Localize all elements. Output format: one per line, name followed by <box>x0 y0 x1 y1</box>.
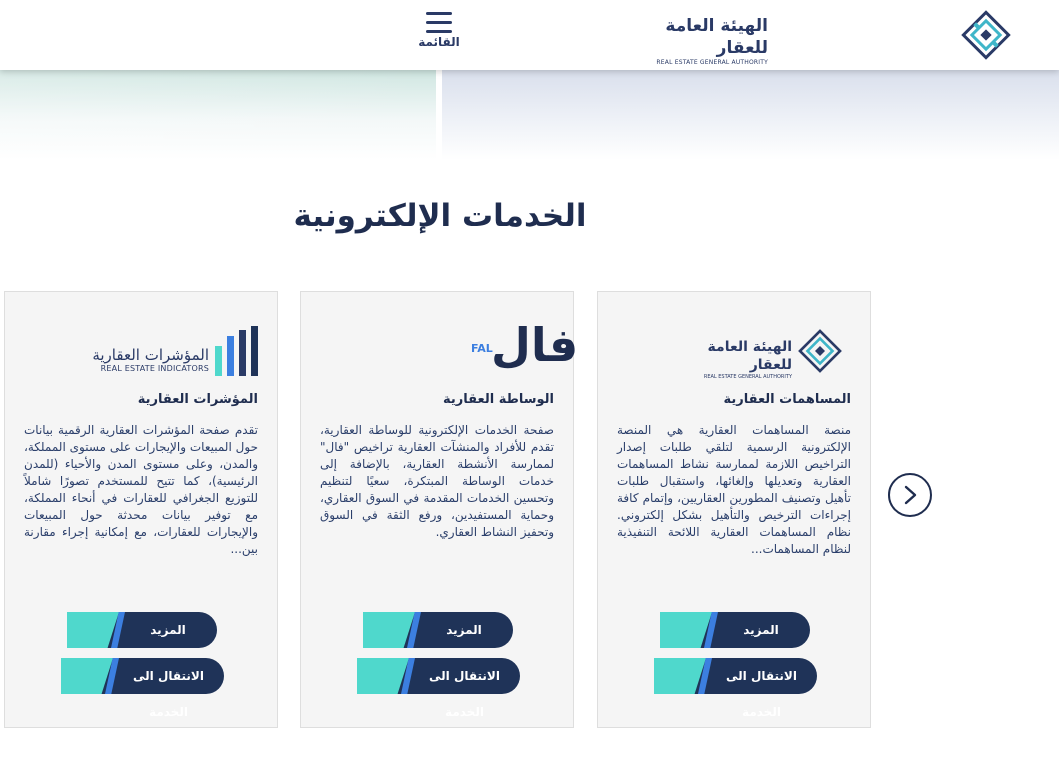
go-to-service-button[interactable] <box>61 658 224 719</box>
site-header <box>0 0 1059 70</box>
banner-image-right <box>442 70 1059 160</box>
carousel-next-button[interactable] <box>888 473 932 517</box>
rega-emblem-icon <box>960 9 1012 61</box>
card-logo-name-en: REAL ESTATE GENERAL AUTHORITY <box>703 374 792 380</box>
go-to-service-button[interactable] <box>654 658 817 719</box>
card-title: المؤشرات العقارية <box>137 392 258 407</box>
bar-chart-logo-icon <box>213 326 261 376</box>
more-button-label: المزيد <box>743 623 779 637</box>
banner-image-left <box>0 70 436 160</box>
go-to-service-label: الانتقال الى الخدمة <box>726 669 797 719</box>
card-logo-rega <box>676 328 846 378</box>
card-title: المساهمات العقارية <box>723 392 851 407</box>
section-title: الخدمات الإلكترونية <box>293 198 587 234</box>
service-card-contributions <box>597 291 871 728</box>
go-to-service-button[interactable] <box>357 658 520 719</box>
card-description: تقدم صفحة المؤشرات العقارية الرقمية بيانات حول المبيعات والإيجارات على مستوى المملكة، والمدن، وعلى مستوى المدن والأحياء (للمدن الرئيسية)، كما تتيح للمستخدم تصورًا شاملاً للتوزيع الجغرافي للعقارات في أنحاء المملكة، مع توفير بيانات محدثة حول المبيعات والإيجارات للعقارات، مع إمكانية إجراء مقارنة بين... <box>24 423 258 556</box>
more-button-label: المزيد <box>446 623 482 637</box>
card-description: صفحة الخدمات الإلكترونية للوساطة العقارية، تقدم للأفراد والمنشآت العقارية تراخيص "فال" لممارسة الأنشطة العقارية، بالإضافة إلى خدمات الوساطة المبتكرة، سعيًا لتنظيم وتحسين الخدمات المقدمة في السوق العقاري، وحماية المستفيدين، ورفع الثقة في السوق وتحفيز النشاط العقاري. <box>320 423 554 539</box>
card-logo-name-ar: الهيئة العامة للعقار <box>707 339 792 373</box>
menu-button[interactable] <box>412 10 466 60</box>
card-description: منصة المساهمات العقارية هي المنصة الإلكترونية الرسمية لتلقي طلبات إصدار التراخيص اللازمة لممارسة نشاط المساهمات العقارية وتعديلها وإلغائها، واستقبال طلبات تأهيل وتصنيف المطورين العقاريين، وإتمام كافة إجراءات الترخيص والتأهيل بشكل إلكتروني. نظام المساهمات العقارية اللائحة التنفيذية لنظام المساهمات... <box>617 423 851 556</box>
more-button-label: المزيد <box>150 623 186 637</box>
card-title: الوساطة العقارية <box>443 392 554 407</box>
go-to-service-label: الانتقال الى الخدمة <box>133 669 204 719</box>
fal-logo-ar: فال <box>491 318 579 372</box>
chevron-right-icon <box>900 485 920 505</box>
logo-name-en: REAL ESTATE GENERAL AUTHORITY <box>656 59 768 66</box>
hamburger-icon <box>426 12 452 33</box>
more-button[interactable] <box>363 612 513 648</box>
card-logo-indicators <box>91 326 261 382</box>
rega-emblem-icon <box>797 328 843 374</box>
logo-name-ar: الهيئة العامة للعقار <box>665 16 768 58</box>
service-card-brokerage <box>300 291 579 728</box>
fal-logo-en: FAL <box>471 342 493 355</box>
indicators-logo-en: REAL ESTATE INDICATORS <box>100 364 209 373</box>
service-card-indicators <box>4 291 278 728</box>
indicators-logo-ar: المؤشرات العقارية <box>92 346 209 364</box>
menu-label: القائمة <box>418 35 460 49</box>
more-button[interactable] <box>660 612 810 648</box>
card-logo-fal <box>471 318 579 382</box>
go-to-service-label: الانتقال الى الخدمة <box>429 669 500 719</box>
more-button[interactable] <box>67 612 217 648</box>
